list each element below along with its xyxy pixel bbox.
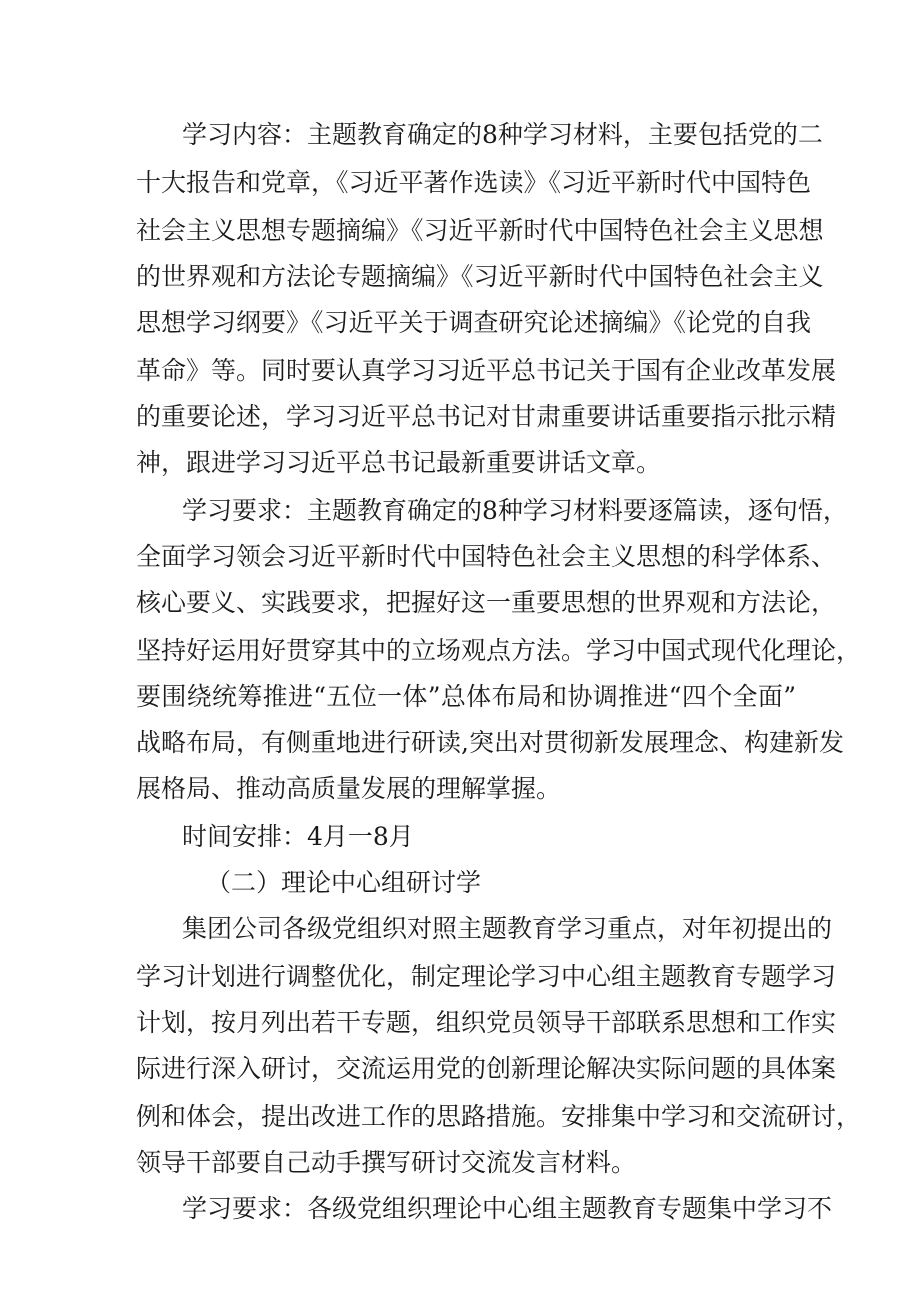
- paragraph-group-study-line: 集团公司各级党组织对照主题教育学习重点，对年初提出的: [182, 914, 833, 943]
- paragraph-center-group-requirements-line: 学习要求：各级党组织理论中心组主题教育专题集中学习不: [182, 1194, 833, 1223]
- paragraph-study-requirements-line: 全面学习领会习近平新时代中国特色社会主义思想的科学体系、: [136, 542, 837, 571]
- paragraph-study-requirements-line: 展格局、推动高质量发展的理解掌握。: [136, 774, 562, 803]
- paragraph-study-content-line: 思想学习纲要》《习近平关于调查研究论述摘编》《论党的自我: [136, 308, 812, 337]
- section-heading: （二）理论中心组研讨学: [206, 868, 482, 897]
- paragraph-study-requirements-line: 学习要求：主题教育确定的8种学习材料要逐篇读，逐句悟，: [182, 496, 848, 525]
- paragraph-group-study-line: 际进行深入研讨，交流运用党的创新理论解决实际问题的具体案: [136, 1054, 837, 1083]
- schedule-line: 时间安排：4月一8月: [182, 822, 414, 851]
- paragraph-study-content-line: 十大报告和党章，《习近平著作选读》《习近平新时代中国特色: [136, 168, 812, 197]
- paragraph-study-content-line: 的重要论述，学习习近平总书记对甘肃重要讲话重要指示批示精: [136, 402, 837, 431]
- paragraph-study-requirements-line: 坚持好运用好贯穿其中的立场观点方法。学习中国式现代化理论，: [136, 636, 862, 665]
- paragraph-group-study-line: 学习计划进行调整优化，制定理论学习中心组主题教育专题学习: [136, 962, 837, 991]
- paragraph-study-content-line: 社会主义思想专题摘编》《习近平新时代中国特色社会主义思想: [136, 216, 824, 245]
- paragraph-group-study-line: 领导干部要自己动手撰写研讨交流发言材料。: [136, 1148, 637, 1177]
- paragraph-study-requirements-line: 要围绕统筹推进“五位一体”总体布局和协调推进“四个全面”: [136, 682, 796, 711]
- paragraph-group-study-line: 计划，按月列出若干专题，组织党员领导干部联系思想和工作实: [136, 1008, 837, 1037]
- paragraph-study-content-line: 的世界观和方法论专题摘编》《习近平新时代中国特色社会主义: [136, 262, 824, 291]
- paragraph-study-requirements-line: 核心要义、实践要求，把握好这一重要思想的世界观和方法论，: [136, 588, 837, 617]
- paragraph-study-requirements-line: 战略布局，有侧重地进行研读,突出对贯彻新发展理念、构建新发: [136, 728, 844, 757]
- paragraph-study-content-line: 革命》等。同时要认真学习习近平总书记关于国有企业改革发展: [136, 356, 837, 385]
- paragraph-group-study-line: 例和体会，提出改进工作的思路措施。安排集中学习和交流研讨，: [136, 1102, 862, 1131]
- paragraph-study-content-line: 学习内容：主题教育确定的8种学习材料，主要包括党的二: [182, 120, 823, 149]
- paragraph-study-content-line: 神，跟进学习习近平总书记最新重要讲话文章。: [136, 448, 662, 477]
